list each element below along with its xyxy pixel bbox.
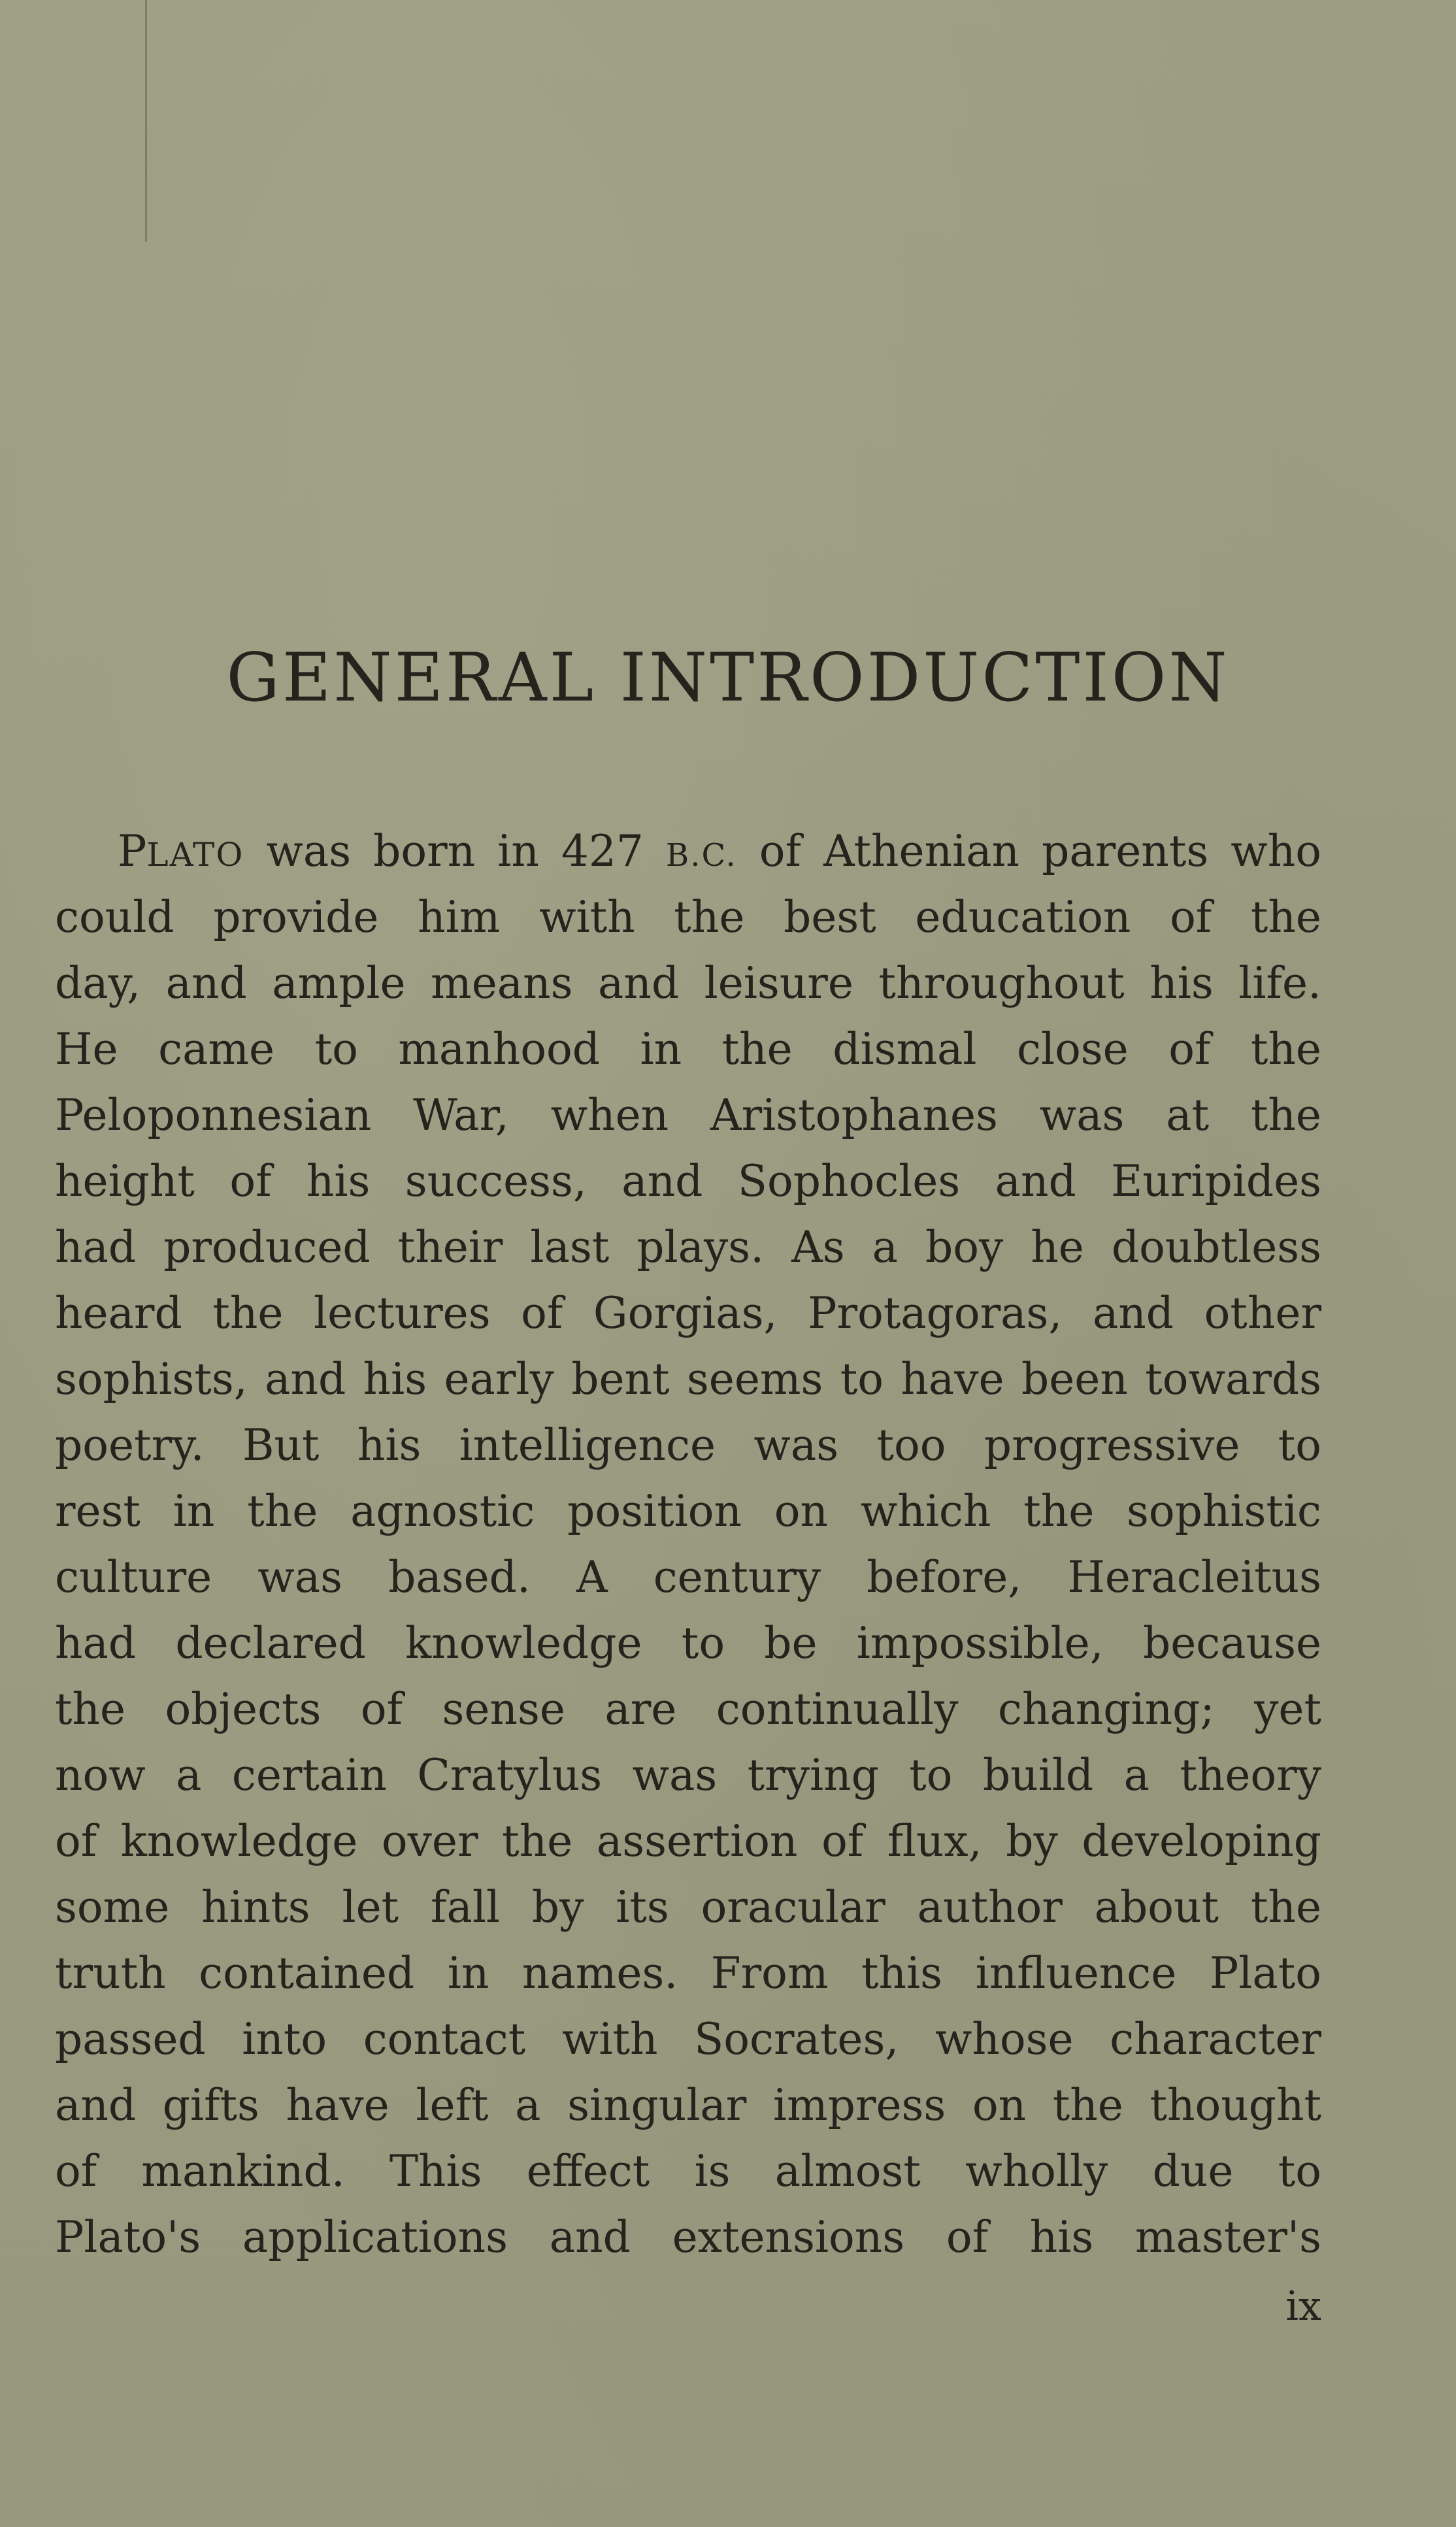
text-line: had produced their last plays. As a boy he doubtless	[55, 1222, 1321, 1272]
first-line-text: was born in 427	[244, 826, 666, 876]
text-line: some hints let fall by its oracular author about the	[55, 1882, 1321, 1932]
text-line: passed into contact with Socrates, whose character	[55, 2014, 1321, 2064]
text-line: heard the lectures of Gorgias, Protagoras, and other	[55, 1288, 1321, 1338]
text-line: sophists, and his early bent seems to have been towards	[55, 1354, 1321, 1404]
text-line: could provide him with the best education of the	[55, 892, 1321, 942]
text-line: of mankind. This effect is almost wholly due to	[55, 2146, 1321, 2196]
text-line: height of his success, and Sophocles and Euripides	[55, 1156, 1321, 1206]
text-line: of knowledge over the assertion of flux, by developing	[55, 1816, 1321, 1866]
first-line-text-end: of Athenian parents who	[736, 826, 1321, 876]
text-line: poetry. But his intelligence was too progressive to	[55, 1420, 1321, 1470]
text-line: Peloponnesian War, when Aristophanes was at the	[55, 1090, 1321, 1140]
bc-abbrev: B.C.	[665, 837, 737, 874]
first-line	[55, 818, 1321, 884]
text-line: culture was based. A century before, Heracleitus	[55, 1552, 1321, 1602]
text-line: rest in the agnostic position on which the sophistic	[55, 1486, 1321, 1536]
text-line: the objects of sense are continually changing; yet	[55, 1684, 1321, 1734]
text-line: and gifts have left a singular impress on the thought	[55, 2080, 1321, 2130]
text-line: day, and ample means and leisure throughout his life.	[55, 958, 1321, 1008]
text-line: had declared knowledge to be impossible, because	[55, 1618, 1321, 1668]
page-number: ix	[1285, 2282, 1321, 2330]
text-line: Plato's applications and extensions of his master's	[55, 2212, 1321, 2262]
text-line: He came to manhood in the dismal close of the	[55, 1024, 1321, 1074]
text-line: truth contained in names. From this influence Plato	[55, 1948, 1321, 1998]
chapter-title: GENERAL INTRODUCTION	[226, 639, 1230, 717]
dropcap-first: P	[118, 826, 147, 876]
body-text	[55, 818, 1321, 2270]
dropcap-rest: LATO	[146, 836, 244, 874]
page-edge-mark	[145, 0, 147, 242]
text-line: now a certain Cratylus was trying to build a theory	[55, 1750, 1321, 1800]
